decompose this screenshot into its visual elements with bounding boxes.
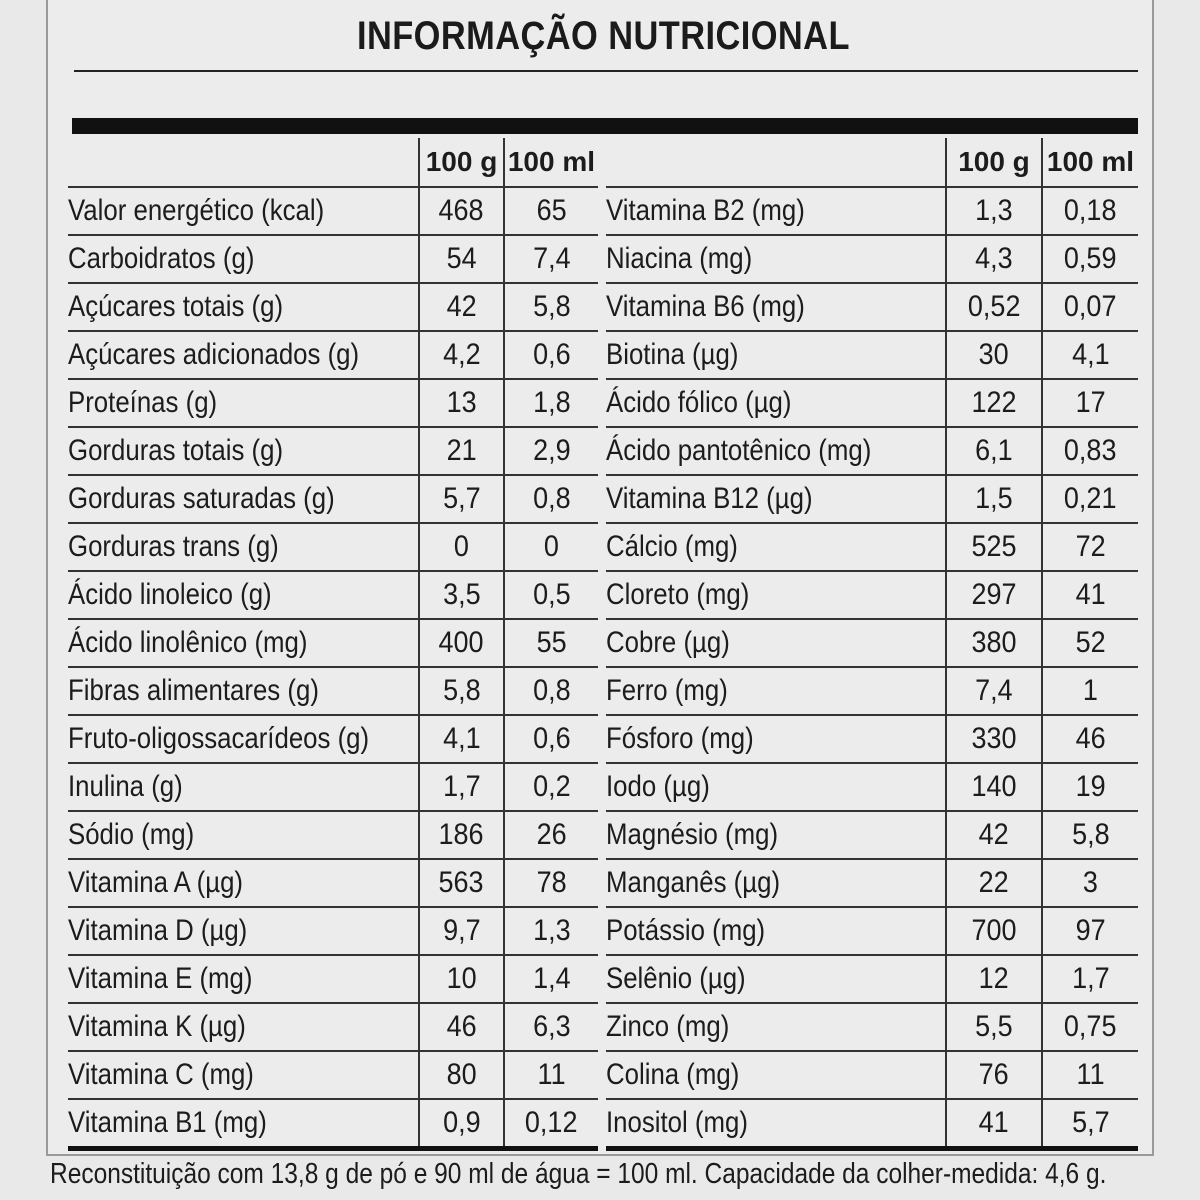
- table-row: [68, 955, 598, 1003]
- per-100ml-cell: [504, 187, 598, 235]
- nutrient-name: Vitamina B12 (µg): [606, 482, 813, 515]
- nutrient-name-cell: [68, 283, 419, 331]
- per-100ml-value: 41: [1075, 578, 1106, 611]
- per-100g-value: 525: [971, 530, 1017, 563]
- per-100ml-value: 78: [536, 866, 567, 899]
- nutrient-name-cell: [606, 235, 946, 283]
- per-100g-value: 22: [978, 866, 1010, 899]
- per-100ml-value: 17: [1075, 386, 1106, 419]
- per-100ml-cell: [1042, 1051, 1138, 1099]
- per-100g-value: 186: [438, 818, 485, 851]
- per-100ml-cell: [1042, 859, 1138, 907]
- per-100g-value: 30: [978, 338, 1010, 371]
- nutrient-name: Iodo (µg): [606, 770, 710, 803]
- table-header-row: [606, 138, 1138, 187]
- per-100ml-cell: [504, 331, 598, 379]
- table-row: [68, 859, 598, 907]
- table-row: [606, 1099, 1138, 1149]
- per-100ml-cell: [1042, 379, 1138, 427]
- nutrient-name: Fruto-oligossacarídeos (g): [68, 722, 370, 755]
- table-row: [606, 235, 1138, 283]
- per-100g-value: 5,7: [442, 482, 481, 515]
- table-header-row: [68, 138, 598, 187]
- per-100g-cell: [419, 811, 504, 859]
- table-row: [606, 811, 1138, 859]
- table-row: [606, 427, 1138, 475]
- table-row: [68, 1003, 598, 1051]
- per-100ml-cell: [1042, 1003, 1138, 1051]
- nutrient-name: Vitamina A (µg): [68, 866, 244, 899]
- per-100ml-value: 0,21: [1064, 482, 1117, 515]
- nutrient-name: Potássio (mg): [606, 914, 766, 947]
- per-100g-value: 122: [971, 386, 1017, 419]
- per-100g-cell: [946, 427, 1042, 475]
- nutrient-name: Gorduras totais (g): [68, 434, 284, 467]
- per-100g-cell: [419, 523, 504, 571]
- title-divider: [74, 70, 1138, 72]
- nutrient-name-cell: [606, 907, 946, 955]
- per-100g-cell: [419, 379, 504, 427]
- per-100g-value: 41: [978, 1106, 1010, 1139]
- per-100ml-value: 3: [1082, 866, 1099, 899]
- per-100ml-cell: [1042, 523, 1138, 571]
- nutrient-name: Ácido fólico (µg): [606, 386, 792, 419]
- nutrient-name-cell: [606, 331, 946, 379]
- per-100ml-cell: [504, 571, 598, 619]
- per-100g-value: 380: [971, 626, 1017, 659]
- per-100g-value: 0,9: [442, 1106, 481, 1139]
- table-row: [606, 331, 1138, 379]
- per-100ml-cell: [1042, 763, 1138, 811]
- per-100ml-value: 7,4: [532, 242, 571, 275]
- per-100g-value: 12: [978, 962, 1010, 995]
- nutrient-name: Carboidratos (g): [68, 242, 255, 275]
- per-100g-cell: [946, 379, 1042, 427]
- per-100g-cell: [419, 235, 504, 283]
- per-100g-value: 54: [446, 242, 477, 275]
- nutrient-name: Proteínas (g): [68, 386, 218, 419]
- per-100ml-value: 0,8: [532, 482, 571, 515]
- per-100ml-value: 55: [536, 626, 567, 659]
- per-100g-value: 21: [446, 434, 477, 467]
- nutrient-name: Fósforo (mg): [606, 722, 754, 755]
- table-row: [606, 475, 1138, 523]
- per-100g-value: 3,5: [442, 578, 481, 611]
- table-row: [68, 379, 598, 427]
- per-100ml-cell: [1042, 571, 1138, 619]
- nutrient-table-left: [68, 138, 598, 1151]
- per-100g-cell: [946, 619, 1042, 667]
- per-100g-cell: [946, 187, 1042, 235]
- nutrient-name-cell: [606, 667, 946, 715]
- nutrient-name: Açúcares totais (g): [68, 290, 284, 323]
- table-row: [68, 523, 598, 571]
- per-100g-cell: [946, 331, 1042, 379]
- per-100g-cell: [946, 1051, 1042, 1099]
- per-100ml-value: 0,8: [532, 674, 571, 707]
- nutrient-name-cell: [68, 187, 419, 235]
- per-100g-cell: [419, 955, 504, 1003]
- per-100g-cell: [946, 523, 1042, 571]
- per-100ml-value: 2,9: [532, 434, 571, 467]
- nutrient-name-cell: [68, 571, 419, 619]
- per-100ml-header: 100 ml: [1046, 146, 1135, 177]
- per-100g-value: 1,3: [975, 194, 1013, 227]
- nutrient-name: Niacina (mg): [606, 242, 753, 275]
- nutrient-name-cell: [606, 475, 946, 523]
- per-100g-header: 100 g: [419, 138, 504, 187]
- table-row: [606, 283, 1138, 331]
- table-row: [68, 187, 598, 235]
- nutrient-column-header: [68, 138, 419, 187]
- nutrient-name: Vitamina K (µg): [68, 1010, 246, 1043]
- per-100g-value: 4,1: [442, 722, 481, 755]
- nutrient-name: Magnésio (mg): [606, 818, 779, 851]
- per-100ml-value: 52: [1075, 626, 1106, 659]
- per-100ml-cell: [504, 907, 598, 955]
- per-100ml-value: 0,07: [1064, 290, 1117, 323]
- per-100ml-value: 1,8: [532, 386, 571, 419]
- nutrient-name-cell: [68, 235, 419, 283]
- per-100ml-value: 97: [1075, 914, 1106, 947]
- per-100g-value: 1,5: [975, 482, 1013, 515]
- table-row: [606, 859, 1138, 907]
- per-100g-cell: [419, 475, 504, 523]
- per-100g-value: 46: [446, 1010, 477, 1043]
- per-100g-value: 80: [446, 1058, 477, 1091]
- per-100g-header: 100 g: [946, 138, 1042, 187]
- per-100ml-value: 0,75: [1064, 1010, 1117, 1043]
- nutrient-name: Selênio (µg): [606, 962, 746, 995]
- nutrient-name: Gorduras trans (g): [68, 530, 279, 563]
- label-title: INFORMAÇÃO NUTRICIONAL: [356, 14, 850, 58]
- per-100ml-value: 0,6: [532, 338, 571, 371]
- nutrient-name-cell: [606, 1003, 946, 1051]
- per-100ml-value: 5,7: [1071, 1106, 1110, 1139]
- nutrient-name-cell: [606, 187, 946, 235]
- nutrient-name-cell: [68, 619, 419, 667]
- nutrient-name: Gorduras saturadas (g): [68, 482, 335, 515]
- nutrient-table-right: [606, 138, 1138, 1151]
- per-100g-cell: [946, 283, 1042, 331]
- per-100g-value: 1,7: [442, 770, 481, 803]
- per-100ml-value: 0,83: [1064, 434, 1117, 467]
- nutrient-name-cell: [68, 907, 419, 955]
- per-100g-value: 400: [438, 626, 485, 659]
- per-100g-cell: [419, 427, 504, 475]
- per-100ml-value: 0,2: [532, 770, 571, 803]
- per-100ml-value: 1: [1082, 674, 1099, 707]
- per-100g-cell: [946, 859, 1042, 907]
- table-row: [606, 715, 1138, 763]
- nutrient-name: Valor energético (kcal): [68, 194, 325, 227]
- nutrient-name-cell: [68, 379, 419, 427]
- per-100g-cell: [946, 763, 1042, 811]
- nutrient-name: Vitamina B1 (mg): [68, 1106, 267, 1139]
- per-100g-value: 700: [971, 914, 1017, 947]
- per-100ml-cell: [504, 1003, 598, 1051]
- nutrient-name: Cálcio (mg): [606, 530, 738, 563]
- nutrient-name-cell: [68, 763, 419, 811]
- table-row: [68, 667, 598, 715]
- nutrient-name: Sódio (mg): [68, 818, 195, 851]
- per-100g-value: 6,1: [975, 434, 1013, 467]
- per-100ml-value: 72: [1075, 530, 1106, 563]
- nutrient-name: Vitamina B6 (mg): [606, 290, 805, 323]
- per-100g-cell: [419, 619, 504, 667]
- nutrient-name-cell: [606, 523, 946, 571]
- per-100ml-value: 0,12: [525, 1106, 578, 1139]
- nutrient-name-cell: [68, 667, 419, 715]
- nutrient-name-cell: [606, 1099, 946, 1149]
- nutrient-name-cell: [68, 715, 419, 763]
- nutrient-name-cell: [606, 379, 946, 427]
- table-row: [606, 1003, 1138, 1051]
- nutrient-name-cell: [606, 715, 946, 763]
- table-row: [606, 619, 1138, 667]
- nutrient-name-cell: [68, 1051, 419, 1099]
- per-100g-value: 42: [978, 818, 1010, 851]
- table-row: [606, 907, 1138, 955]
- table-row: [606, 763, 1138, 811]
- per-100g-cell: [946, 1099, 1042, 1149]
- nutrient-name: Vitamina B2 (mg): [606, 194, 805, 227]
- per-100ml-cell: [504, 379, 598, 427]
- nutrient-name-cell: [68, 427, 419, 475]
- nutrient-name-cell: [606, 859, 946, 907]
- per-100g-cell: [419, 1099, 504, 1149]
- per-100ml-cell: [1042, 235, 1138, 283]
- nutrient-name: Zinco (mg): [606, 1010, 730, 1043]
- per-100ml-value: 0,5: [532, 578, 571, 611]
- per-100ml-cell: [504, 763, 598, 811]
- nutrient-name: Ferro (mg): [606, 674, 728, 707]
- table-row: [606, 1051, 1138, 1099]
- table-row: [68, 235, 598, 283]
- per-100g-cell: [946, 715, 1042, 763]
- nutrient-name-cell: [606, 811, 946, 859]
- per-100g-cell: [946, 235, 1042, 283]
- table-row: [68, 811, 598, 859]
- table-row: [68, 1099, 598, 1149]
- nutrient-name-cell: [68, 1099, 419, 1149]
- nutrient-name-cell: [606, 283, 946, 331]
- per-100ml-cell: [504, 715, 598, 763]
- table-row: [606, 523, 1138, 571]
- per-100ml-cell: [1042, 187, 1138, 235]
- per-100g-value: 563: [438, 866, 485, 899]
- per-100ml-cell: [504, 1099, 598, 1149]
- per-100g-cell: [419, 1051, 504, 1099]
- nutrient-name-cell: [606, 955, 946, 1003]
- nutrient-name: Inulina (g): [68, 770, 183, 803]
- per-100ml-value: 5,8: [532, 290, 571, 323]
- per-100ml-cell: [1042, 715, 1138, 763]
- per-100ml-cell: [1042, 427, 1138, 475]
- per-100g-cell: [419, 1003, 504, 1051]
- per-100g-value: 297: [971, 578, 1017, 611]
- per-100ml-cell: [504, 955, 598, 1003]
- nutrient-name: Ácido linoleico (g): [68, 578, 272, 611]
- per-100g-value: 0,52: [967, 290, 1021, 323]
- table-row: [68, 1051, 598, 1099]
- per-100ml-value: 0,6: [532, 722, 571, 755]
- per-100ml-cell: [1042, 955, 1138, 1003]
- nutrient-name-cell: [606, 1051, 946, 1099]
- per-100g-value: 4,3: [975, 242, 1013, 275]
- nutrient-name: Fibras alimentares (g): [68, 674, 319, 707]
- per-100g-cell: [419, 763, 504, 811]
- nutrient-name: Vitamina C (mg): [68, 1058, 254, 1091]
- nutrient-column-header: [606, 138, 946, 187]
- nutrient-name: Colina (mg): [606, 1058, 740, 1091]
- per-100g-value: 7,4: [975, 674, 1013, 707]
- nutrient-name: Cloreto (mg): [606, 578, 750, 611]
- table-row: [606, 187, 1138, 235]
- table-row: [606, 955, 1138, 1003]
- per-100g-value: 4,2: [442, 338, 481, 371]
- nutrient-name: Ácido linolênico (mg): [68, 626, 308, 659]
- per-100ml-value: 0: [543, 530, 559, 563]
- table-row: [68, 619, 598, 667]
- per-100g-value: 5,5: [975, 1010, 1013, 1043]
- per-100g-cell: [419, 715, 504, 763]
- per-100ml-cell: [1042, 811, 1138, 859]
- per-100ml-cell: [1042, 907, 1138, 955]
- per-100g-cell: [946, 907, 1042, 955]
- per-100g-cell: [419, 283, 504, 331]
- table-row: [68, 907, 598, 955]
- per-100ml-value: 1,7: [1071, 962, 1110, 995]
- nutrient-name: Ácido pantotênico (mg): [606, 434, 872, 467]
- per-100ml-cell: [504, 523, 598, 571]
- per-100ml-value: 65: [536, 194, 567, 227]
- per-100g-value: 13: [446, 386, 477, 419]
- per-100g-value: 10: [446, 962, 477, 995]
- nutrient-name: Inositol (mg): [606, 1106, 748, 1139]
- per-100ml-value: 19: [1075, 770, 1106, 803]
- per-100g-cell: [946, 475, 1042, 523]
- per-100ml-cell: [504, 859, 598, 907]
- table-row: [68, 331, 598, 379]
- per-100ml-header: 100 ml: [507, 146, 596, 177]
- nutrient-name: Manganês (µg): [606, 866, 781, 899]
- per-100ml-cell: [504, 427, 598, 475]
- per-100ml-value: 4,1: [1071, 338, 1110, 371]
- nutrient-name-cell: [68, 859, 419, 907]
- per-100ml-value: 11: [537, 1058, 566, 1091]
- reconstitution-footnote: Reconstituição com 13,8 g de pó e 90 ml de água = 100 ml. Capacidade da colher-medida: 4,6 g.: [50, 1158, 1107, 1190]
- table-row: [606, 667, 1138, 715]
- table-row: [606, 379, 1138, 427]
- per-100ml-cell: [1042, 1099, 1138, 1149]
- per-100ml-value: 5,8: [1071, 818, 1110, 851]
- per-100g-cell: [946, 571, 1042, 619]
- per-100g-cell: [946, 955, 1042, 1003]
- per-100ml-cell: [504, 235, 598, 283]
- nutrient-name-cell: [606, 571, 946, 619]
- per-100ml-value: 6,3: [532, 1010, 571, 1043]
- table-row: [606, 571, 1138, 619]
- per-100g-cell: [419, 331, 504, 379]
- nutrient-name-cell: [68, 331, 419, 379]
- nutrient-name-cell: [68, 1003, 419, 1051]
- per-100g-value: 140: [971, 770, 1017, 803]
- per-100g-value: 9,7: [442, 914, 481, 947]
- per-100g-value: 468: [438, 194, 485, 227]
- per-100ml-cell: [1042, 283, 1138, 331]
- per-100ml-value: 0,18: [1064, 194, 1117, 227]
- nutrient-name: Açúcares adicionados (g): [68, 338, 360, 371]
- table-row: [68, 763, 598, 811]
- table-row: [68, 283, 598, 331]
- per-100ml-value: 46: [1075, 722, 1106, 755]
- table-row: [68, 571, 598, 619]
- nutrient-rows-right: [606, 187, 1138, 1149]
- per-100ml-cell: [504, 667, 598, 715]
- per-100ml-value: 0,59: [1064, 242, 1117, 275]
- table-row: [68, 715, 598, 763]
- per-100g-cell: [419, 907, 504, 955]
- per-100ml-cell: [504, 811, 598, 859]
- table-row: [68, 475, 598, 523]
- per-100ml-cell: [1042, 331, 1138, 379]
- per-100g-cell: [946, 1003, 1042, 1051]
- per-100g-value: 76: [978, 1058, 1010, 1091]
- header-thick-divider: [72, 118, 1138, 134]
- per-100g-value: 5,8: [442, 674, 481, 707]
- table-row: [68, 427, 598, 475]
- per-100g-cell: [419, 187, 504, 235]
- nutrient-name-cell: [68, 523, 419, 571]
- per-100ml-cell: [1042, 619, 1138, 667]
- per-100ml-value: 26: [536, 818, 567, 851]
- per-100g-value: 0: [454, 530, 470, 563]
- nutrient-name: Vitamina E (mg): [68, 962, 253, 995]
- per-100ml-cell: [1042, 475, 1138, 523]
- per-100g-value: 42: [446, 290, 477, 323]
- nutrient-name-cell: [606, 427, 946, 475]
- per-100ml-value: 1,3: [532, 914, 571, 947]
- per-100ml-value: 11: [1076, 1058, 1105, 1091]
- per-100ml-cell: [504, 475, 598, 523]
- nutrient-name-cell: [68, 475, 419, 523]
- per-100ml-value: 1,4: [532, 962, 571, 995]
- per-100ml-cell: [504, 1051, 598, 1099]
- per-100g-cell: [419, 667, 504, 715]
- nutrient-rows-left: [68, 187, 598, 1149]
- nutrient-name-cell: [68, 811, 419, 859]
- per-100ml-cell: [1042, 667, 1138, 715]
- per-100g-cell: [419, 859, 504, 907]
- nutrient-name-cell: [606, 619, 946, 667]
- nutrient-name-cell: [606, 763, 946, 811]
- nutrient-name: Cobre (µg): [606, 626, 730, 659]
- per-100g-cell: [419, 571, 504, 619]
- nutrient-name: Biotina (µg): [606, 338, 739, 371]
- nutrient-name-cell: [68, 955, 419, 1003]
- per-100ml-cell: [504, 619, 598, 667]
- per-100g-cell: [946, 811, 1042, 859]
- per-100ml-cell: [504, 283, 598, 331]
- per-100g-cell: [946, 667, 1042, 715]
- nutrient-name: Vitamina D (µg): [68, 914, 248, 947]
- per-100g-value: 330: [971, 722, 1017, 755]
